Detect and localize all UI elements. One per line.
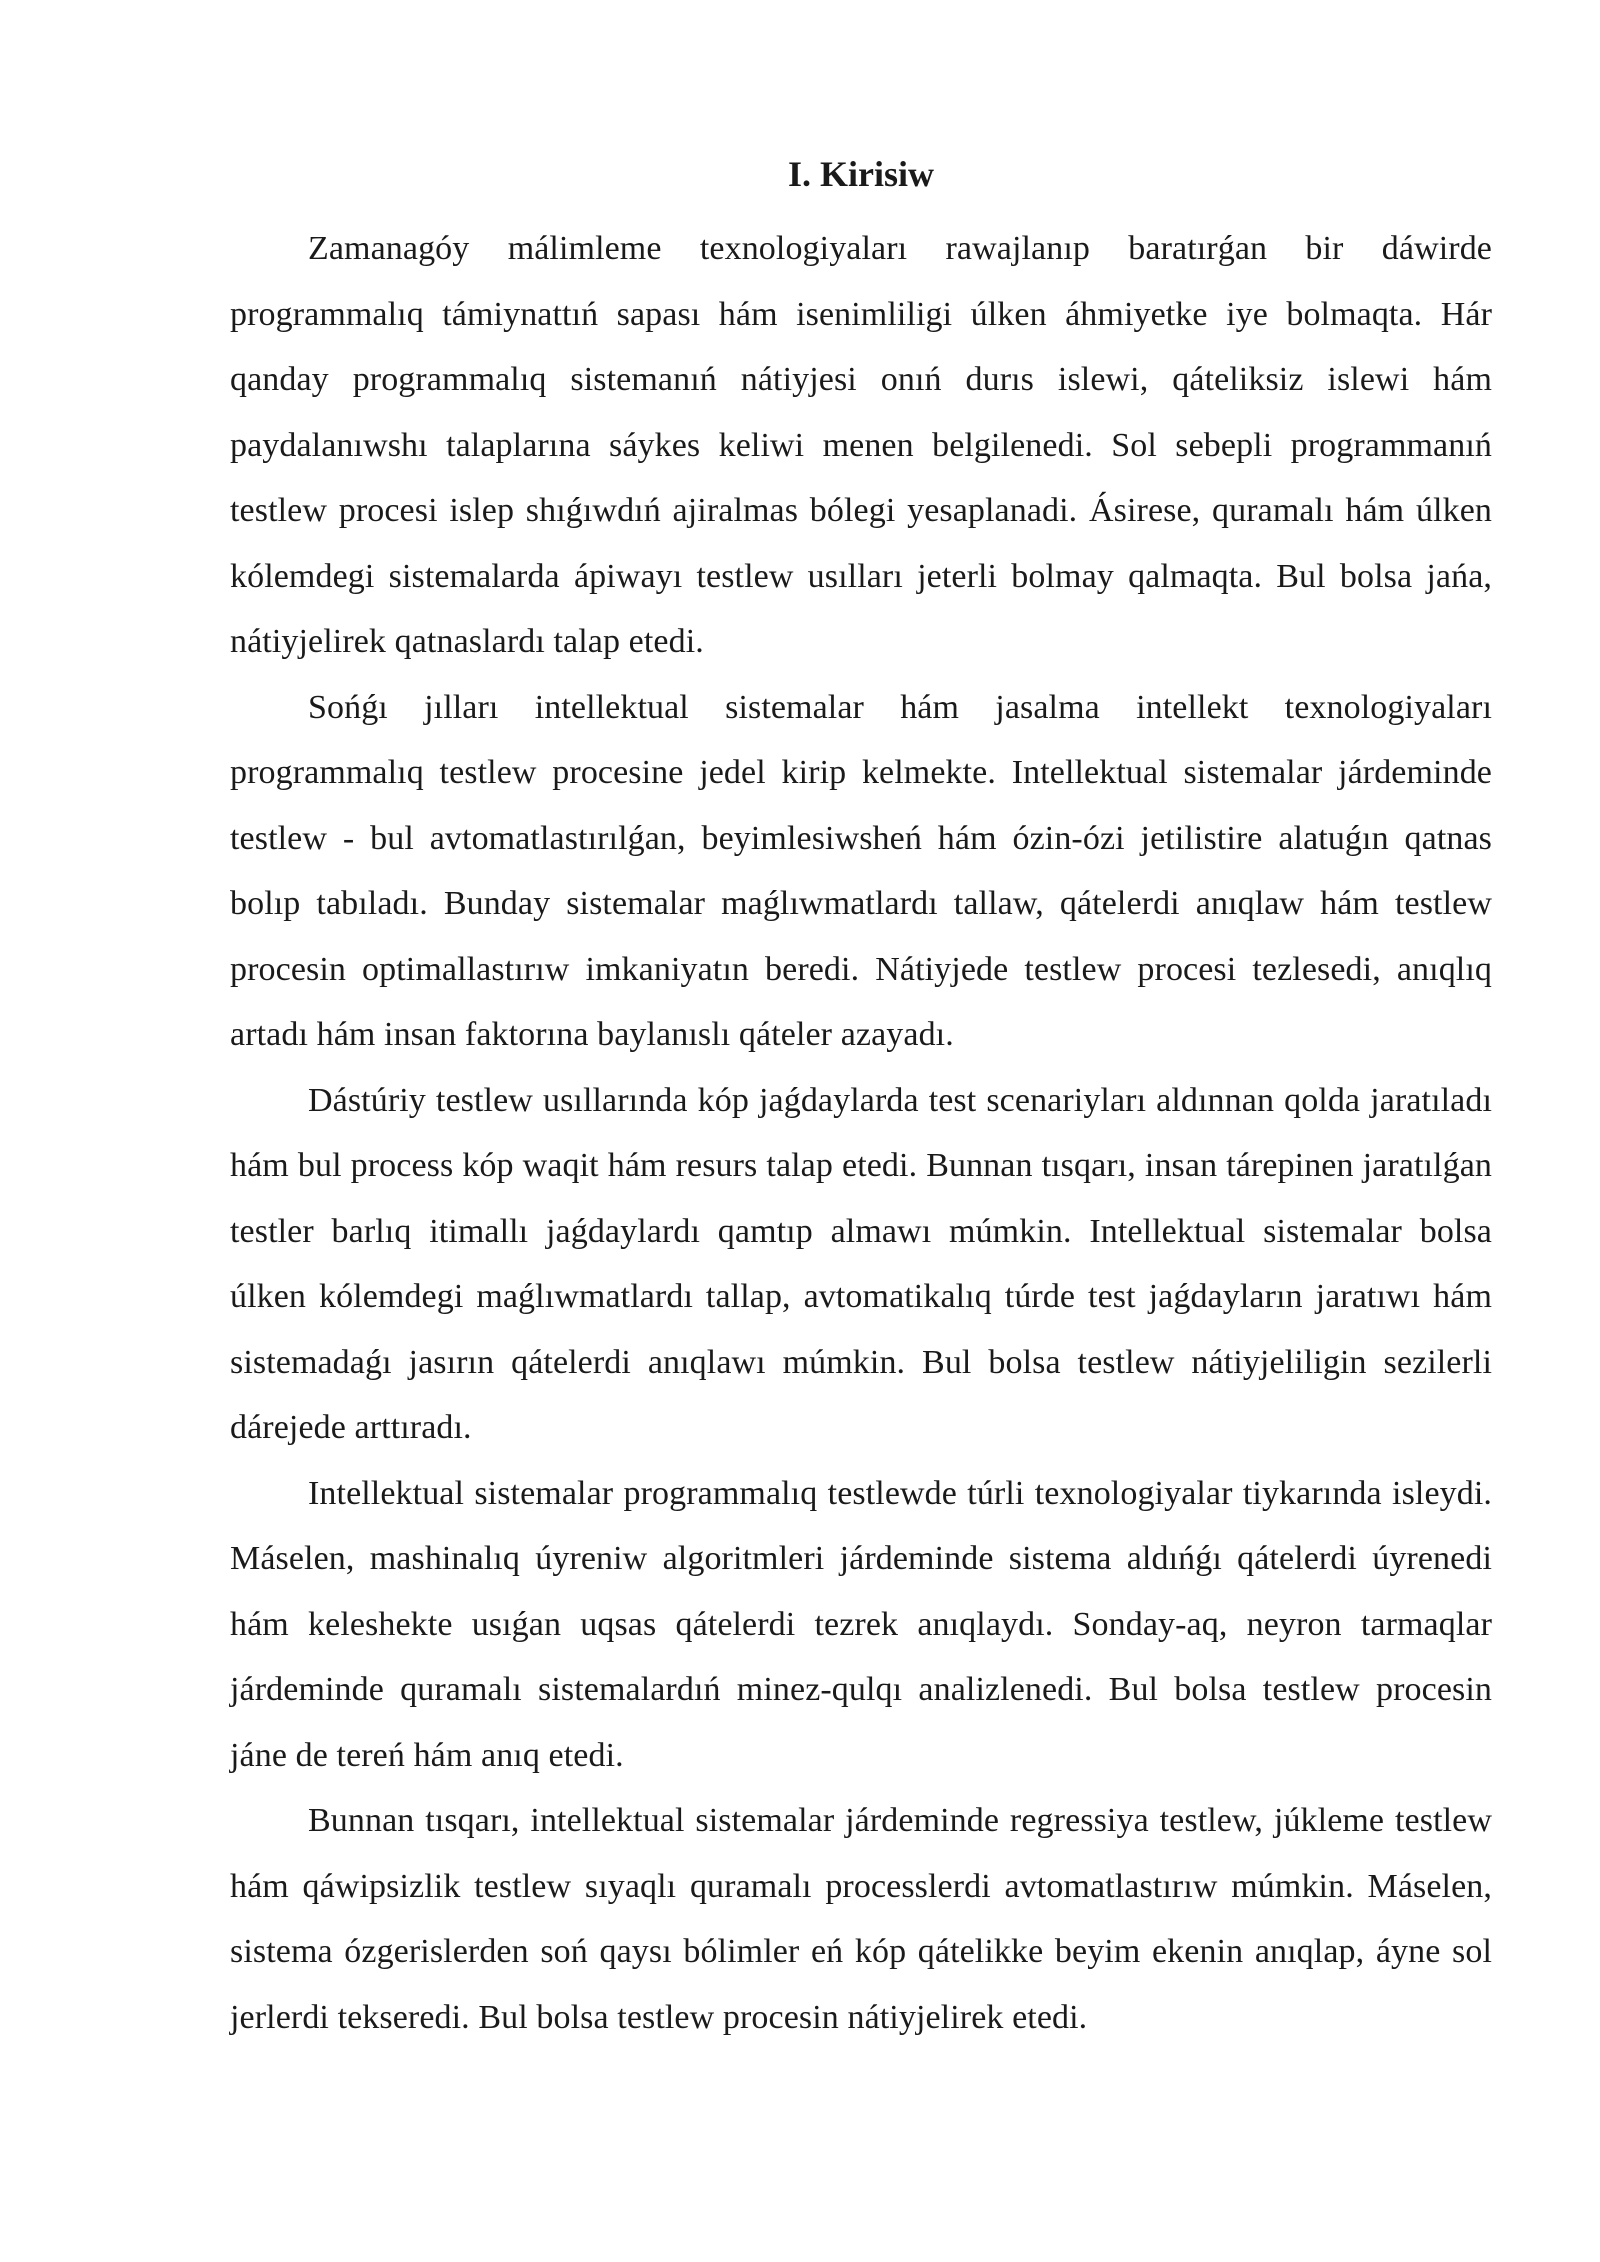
paragraph-3: Dástúriy testlew usıllarında kóp jaǵdaylarda test scenariyları aldınnan qolda jaratıladı hám bul process kóp waqit hám resurs talap etedi. Bunnan tısqarı, insan tárepinen jaratılǵan testler barlıq itimallı jaǵdaylardı qamtıp almawı múmkin. Intellektual sistemalar bolsa úlken kólemdegi maǵlıwmatlardı tallap, avtomatikalıq túrde test jaǵdayların jaratıwı hám sistemadaǵı jasırın qátelerdi anıqlawı múmkin. Bul bolsa testlew nátiyjeliligin sezilerli dárejede arttıradı. bbox=[230, 1081, 1492, 1446]
paragraph-2: Sońǵı jılları intellektual sistemalar hám jasalma intellekt texnologiyaları programmalıq testlew procesine jedel kirip kelmekte. Intellektual sistemalar járdeminde testlew - bul avtomatlastırılǵan, beyimlesiwsheń hám ózin-ózi jetilistire alatuǵın qatnas bolıp tabıladı. Bunday sistemalar maǵlıwmatlardı tallaw, qátelerdi anıqlaw hám testlew procesin optimallastırıw imkaniyatın beredi. Nátiyjede testlew procesi tezlesedi, anıqlıq artadı hám insan faktorına baylanıslı qáteler azayadı. bbox=[230, 688, 1492, 1053]
paragraph-4: Intellektual sistemalar programmalıq testlewde túrli texnologiyalar tiykarında isleydi. Máselen, mashinalıq úyreniw algoritmleri járdeminde sistema aldıńǵı qátelerdi úyrenedi hám keleshekte usıǵan uqsas qátelerdi tezrek anıqlaydı. Sonday-aq, neyron tarmaqlar járdeminde quramalı sistemalardıń minez-qulqı analizlenedi. Bul bolsa testlew procesin jáne de tereń hám anıq etedi. bbox=[230, 1474, 1492, 1774]
paragraph-1: Zamanagóy málimleme texnologiyaları rawajlanıp baratırǵan bir dáwirde programmalıq támiynattıń sapası hám isenimliligi úlken áhmiyetke iye bolmaqta. Hár qanday programmalıq sistemanıń nátiyjesi onıń durıs islewi, qáteliksiz islewi hám paydalanıwshı talaplarına sáykes keliwi menen belgilenedi. Sol sebepli programmanıń testlew procesi islep shıǵıwdıń ajiralmas bólegi yesaplanadi. Ásirese, quramalı hám úlken kólemdegi sistemalarda ápiwayı testlew usılları jeterli bolmay qalmaqta. Bul bolsa jańa, nátiyjelirek qatnaslardı talap etedi. bbox=[230, 230, 1492, 660]
document-page bbox=[230, 150, 1492, 2050]
section-title: I. Kirisiw bbox=[787, 154, 934, 194]
paragraph-5: Bunnan tısqarı, intellektual sistemalar járdeminde regressiya testlew, júkleme testlew hám qáwipsizlik testlew sıyaqlı quramalı processlerdi avtomatlastırıw múmkin. Máselen, sistema ózgerislerden soń qaysı bólimler eń kóp qátelikke beyim ekenin anıqlap, áyne sol jerlerdi tekseredi. Bul bolsa testlew procesin nátiyjelirek etedi. bbox=[230, 1802, 1492, 2036]
